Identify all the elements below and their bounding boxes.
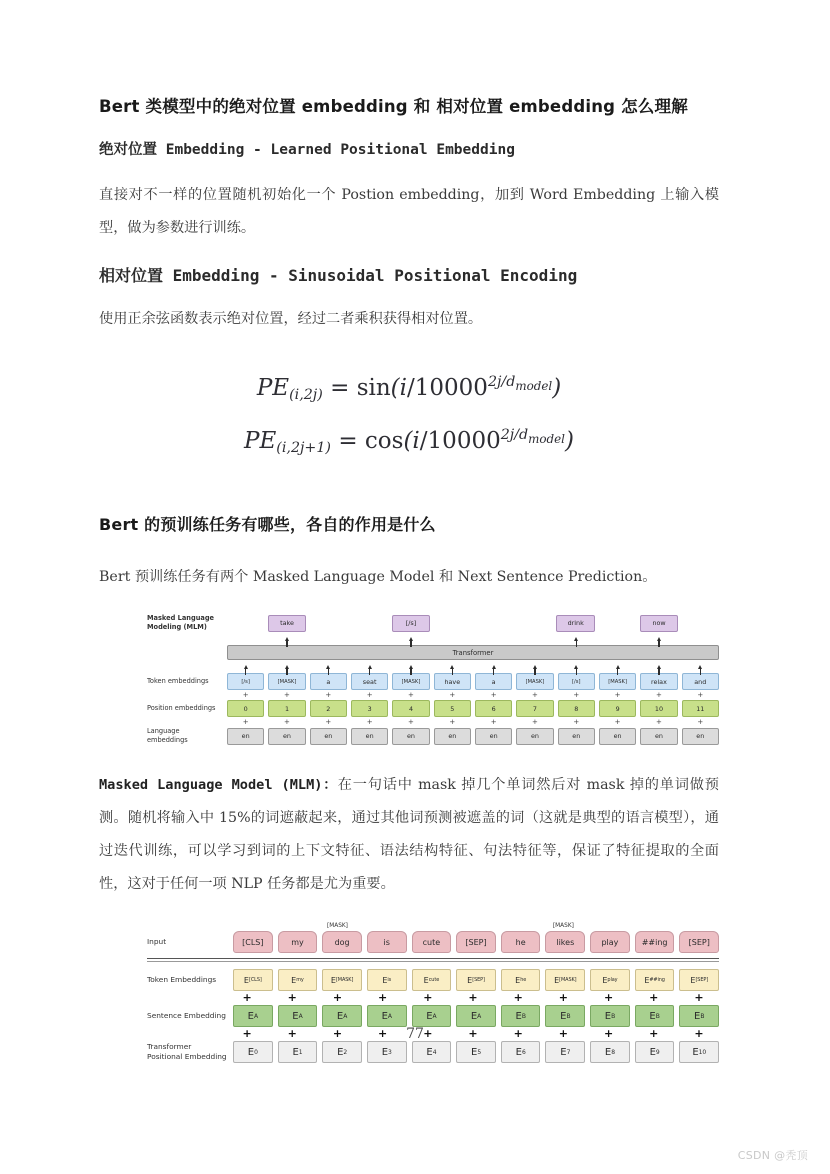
plus-icon: + [284,718,290,727]
plus-icon: + [325,691,332,700]
figure1-output-arrows [147,632,719,645]
figure1-position-cell: 5 [434,700,471,717]
plus-icon: + [490,691,497,700]
figure1-position-cell: 1 [268,700,305,717]
figure2-input-cell: play [590,931,630,953]
figure2-token-cell [679,969,719,991]
plus-icon: + [532,718,538,727]
figure1-output-cell [516,615,553,632]
figure1-transformer-row [147,645,719,660]
figure2-input-cell: [CLS] [233,931,273,953]
figure1-plus-cells-1 [227,690,719,700]
figure2-sentence-cell: E A [322,1005,362,1027]
figure1-plus-cells-2 [227,717,719,727]
figure1-language-cell: en [475,728,512,745]
figure2-sentence-cells [233,1005,719,1027]
figure2-mask-tag: [MASK] [326,923,348,930]
figure2-input-cell: my [278,931,318,953]
figure1-language-cell: en [640,728,677,745]
plus-icon: + [287,991,297,1005]
plus-icon: + [423,1027,433,1041]
up-arrow-icon [285,665,289,669]
up-arrow-icon [492,665,496,669]
figure1-output-cells [227,615,719,632]
plus-icon: + [332,991,343,1005]
plus-icon: + [366,718,373,727]
figure1-output-cell [227,615,264,632]
positional-subscript: 3 [388,1048,392,1056]
figure2-sentence-cell: E A [278,1005,318,1027]
figure2-label-sentence-text: Sentence Embedding [147,1010,226,1020]
plus-icon: + [332,1027,343,1041]
figure1-output-cell: [/s] [392,615,431,632]
figure1-plus-row-1 [147,690,719,700]
figure2-mask-tag [408,921,448,931]
plus-icon: + [573,718,580,727]
token-base: E [644,975,650,985]
figure2-token-cell [501,969,541,991]
token-subscript: ##ing [649,977,665,984]
figure2-label-input [147,937,233,948]
plus-icon: + [558,1027,569,1041]
plus-icon: + [378,991,388,1005]
up-arrow-icon [409,637,413,641]
figure1-arrow-slot [599,665,636,669]
figure1-output-cell [434,615,471,632]
figure1-language-cell: en [516,728,553,745]
figure1-token-cell: a [310,673,347,690]
figure1-position-cell: 6 [475,700,512,717]
figure2-mask-tag [272,921,312,931]
figure1-arrow-slot [434,637,471,641]
figure1-token-cell: seat [351,673,388,690]
token-base: E [330,975,336,985]
figure1-label-token [147,677,227,686]
figure1-arrow-slot [475,665,512,669]
figure2-token-cell [635,969,675,991]
figure2-mask-tag [498,921,538,931]
figure1-language-cell: en [351,728,388,745]
figure2-plus-row-1 [147,991,719,1005]
section1-sub1-paragraph: 直接对不一样的位置随机初始化一个 Postion embedding，加到 Word Embedding 上输入模型，做为参数进行训练。 [99,186,719,236]
plus-icon: + [532,691,538,700]
figure2-token-row [147,969,719,991]
plus-icon: + [656,691,662,700]
sentence-subscript: B [655,1012,660,1020]
figure1-language-row [147,727,719,745]
figure2-mask-tag [679,921,719,931]
figure2-label-input-text: Input [147,936,167,946]
figure1-label-language [147,727,227,745]
token-base: E [382,975,388,985]
up-arrow-icon [574,637,578,641]
positional-subscript: 1 [298,1048,303,1056]
figure2-label-token [147,975,233,986]
figure1-label-position [147,704,227,713]
up-arrow-icon [450,665,454,669]
figure1-token-cell: [MASK] [599,673,636,690]
figure2-input-cell: cute [412,931,452,953]
figure1-arrow-slot [558,665,595,669]
figure2-token-cell [322,969,362,991]
plus-icon: + [287,1027,297,1041]
figure2-positional-cell: E 5 [456,1041,496,1063]
token-subscript: he [520,977,527,984]
figure1-output-cell: take [268,615,307,632]
positional-subscript: 2 [343,1048,348,1056]
mlm-description-paragraph [99,769,719,901]
token-base: E [515,975,521,985]
figure2-input-cell: likes [545,931,585,953]
figure1-position-cell: 3 [351,700,388,717]
figure1-arrow-slot [640,637,677,641]
figure2-input-row [147,931,719,953]
figure1-output-cell [599,615,636,632]
section2-intro-paragraph: Bert 预训练任务有两个 Masked Language Model 和 Next Sentence Prediction。 [99,569,657,586]
figure1-arrow-slot [558,637,595,641]
figure1-arrow-slot [268,637,305,641]
plus-icon: + [449,718,456,727]
figure1-language-cell: en [558,728,595,745]
figure1-language-cell: en [227,728,264,745]
token-subscript: [SEP] [695,977,709,984]
positional-subscript: 4 [432,1048,437,1056]
section2-heading: Bert 的预训练任务有哪些，各自的作用是什么 [99,514,436,534]
figure1-token-cell: [MASK] [392,673,429,690]
figure1-arrow-slot [682,637,719,641]
figure2-sentence-cell: E A [367,1005,407,1027]
figure2-token-cell [545,969,585,991]
figure2-token-cell [412,969,452,991]
figure2-mask-tag [634,921,674,931]
token-base: E [243,975,249,985]
figure1-arrow-slot [227,637,264,641]
token-subscript: [MASK] [559,977,577,984]
plus-icon: + [242,718,249,727]
figure1-input-arrows [147,660,719,673]
figure2-sentence-cell: E B [679,1005,719,1027]
figure1-input-arrow-cells [227,665,719,669]
token-subscript: is [387,977,392,984]
up-arrow-icon [409,665,413,669]
figure2-token-cell [456,969,496,991]
figure2-token-cell [278,969,318,991]
plus-icon: + [573,691,580,700]
figure1-language-cell: en [392,728,429,745]
figure1-position-cell: 8 [558,700,595,717]
plus-icon: + [649,991,659,1005]
mlm-term-label: Masked Language Model (MLM)： [99,777,338,794]
up-arrow-icon [657,637,661,641]
plus-icon: + [242,991,252,1005]
figure1-output-cell: now [640,615,679,632]
token-base: E [423,975,429,985]
positional-subscript: 5 [477,1048,482,1056]
figure1-arrow-slot [682,665,719,669]
token-base: E [467,975,473,985]
figure1-language-cell: en [434,728,471,745]
positional-subscript: 10 [698,1048,707,1056]
figure1-plus-row-2 [147,717,719,727]
figure-mlm-architecture [99,614,719,745]
sentence-subscript: A [477,1012,482,1020]
figure2-mask-tag [453,921,493,931]
sentence-subscript: A [298,1012,303,1020]
figure1-arrow-slot [310,637,347,641]
figure2-mask-tag [589,921,629,931]
figure2-input-cell: he [501,931,541,953]
figure1-position-cell: 9 [599,700,636,717]
figure1-output-cell [351,615,388,632]
up-arrow-icon [657,665,661,669]
figure2-input-cells [233,931,719,953]
figure2-sentence-cell: E A [412,1005,452,1027]
figure1-arrow-slot [351,637,388,641]
figure1-token-cell: have [434,673,471,690]
plus-icon: + [423,991,433,1005]
figure2-mask-tag [227,921,267,931]
plus-icon: + [614,691,621,700]
figure2-label-token-text: Token Embeddings [147,974,217,984]
figure1-token-cell: [MASK] [268,673,305,690]
figure1-token-cell: [MASK] [516,673,553,690]
mlm-description-text: 在一句话中 mask 掉几个单词然后对 mask 掉的单词做预测。随机将输入中 15%的词遮蔽起来，通过其他词预测被遮盖的词（这就是典型的语言模型），通过迭代训练，可以学习到词的上下文特征、语法结构特征、句法特征等，保证了特征提取的全面性，这对于任何一项 NLP 任务都是尤为重要。 [99,777,719,893]
figure1-language-cell: en [599,728,636,745]
formula-cos: $PE_{(i,2j+1)} = \cos(i/10000^{2j/d_{model}})$ [244,426,574,456]
plus-icon: + [242,691,249,700]
plus-icon: + [697,691,704,700]
sentence-subscript: B [700,1012,705,1020]
figure2-label-positional [147,1042,233,1063]
plus-icon: + [378,1027,388,1041]
figure1-output-arrow-cells [227,637,719,641]
positional-subscript: 7 [566,1048,571,1056]
figure1-language-cells [227,728,719,745]
token-subscript: [CLS] [248,977,262,984]
figure2-sentence-cell: E B [545,1005,585,1027]
sentence-subscript: B [566,1012,571,1020]
figure1-position-cells [227,700,719,717]
up-arrow-icon [368,665,372,669]
figure2-positional-cell: E 1 [278,1041,318,1063]
figure2-positional-cell: E 9 [635,1041,675,1063]
figure2-positional-cell: E 6 [501,1041,541,1063]
figure1-arrow-slot [516,665,553,669]
figure1-position-cell: 11 [682,700,719,717]
figure1-arrow-slot [268,665,305,669]
figure2-token-cell [367,969,407,991]
plus-icon: + [325,718,332,727]
page-content [99,96,719,1063]
plus-icon: + [513,1027,523,1041]
section1-sub2-heading: 相对位置 Embedding - Sinusoidal Positional Encoding [99,265,578,285]
figure1-arrow-slot [475,637,512,641]
section1-sub2-paragraph: 使用正余弦函数表示绝对位置，经过二者乘积获得相对位置。 [99,310,483,327]
figure2-sentence-row [147,1005,719,1027]
figure1-language-cell: en [268,728,305,745]
figure2-sentence-cell: E A [233,1005,273,1027]
figure1-label-mlm [147,614,227,632]
plus-icon: + [694,1027,704,1041]
figure1-position-cell: 4 [392,700,429,717]
plus-icon: + [558,991,569,1005]
positional-subscript: 0 [254,1048,258,1056]
figure1-token-cell: [/s] [227,673,264,690]
figure2-positional-cell: E 0 [233,1041,273,1063]
figure2-positional-cell: E 3 [367,1041,407,1063]
figure2-token-cell [590,969,630,991]
sentence-subscript: B [521,1012,526,1020]
plus-icon: + [614,718,621,727]
sentence-subscript: A [343,1012,348,1020]
figure2-positional-cell: E 8 [590,1041,630,1063]
page-number: 77 [406,1026,424,1042]
up-arrow-icon [244,665,248,669]
figure2-sentence-cell: E B [501,1005,541,1027]
figure2-positional-cell: E 7 [545,1041,585,1063]
figure2-positional-cell: E 2 [322,1041,362,1063]
figure1-token-cell: relax [640,673,677,690]
figure1-arrow-slot [227,665,264,669]
sentence-subscript: A [387,1012,392,1020]
figure2-mask-tag-row [147,921,719,931]
figure1-arrow-slot [516,637,553,641]
plus-icon: + [408,691,414,700]
plus-icon: + [242,1027,252,1041]
figure2-positional-cell: E 10 [679,1041,719,1063]
plus-icon: + [468,1027,478,1041]
token-base: E [554,975,560,985]
token-subscript: [SEP] [472,977,485,984]
figure2-token-cells [233,969,719,991]
csdn-watermark: CSDN @秃顶 [737,1149,808,1162]
figure1-arrow-slot [640,665,677,669]
token-subscript: cute [428,977,440,984]
sentence-subscript: A [253,1012,258,1020]
token-base: E [291,975,297,985]
figure2-mask-tag [363,921,403,931]
figure1-mlm-output-row [147,614,719,632]
figure2-divider [147,958,719,962]
figure2-positional-cells [233,1041,719,1063]
figure1-arrow-slot [392,637,429,641]
token-base: E [690,975,696,985]
plus-icon: + [284,691,290,700]
figure2-input-cell: [SEP] [679,931,719,953]
transformer-block: Transformer [227,645,719,660]
positional-subscript: 9 [655,1048,660,1056]
figure2-input-cell: ##ing [635,931,675,953]
figure2-positional-cell: E 4 [412,1041,452,1063]
positional-subscript: 6 [521,1048,526,1056]
plus-icon: + [649,1027,659,1041]
plus-icon: + [366,691,373,700]
figure1-token-row [147,673,719,690]
figure1-label-language-text: Language embeddings [147,727,188,745]
figure1-label-mlm-text: Masked Language Modeling (MLM) [147,614,215,632]
plus-icon: + [694,991,704,1005]
plus-icon: + [490,718,497,727]
token-base: E [602,975,608,985]
plus-icon: + [697,718,704,727]
figure2-input-cell: dog [322,931,362,953]
token-subscript: play [607,977,618,984]
figure2-plus-cells-1 [227,991,719,1005]
token-subscript: my [296,977,304,984]
figure2-sentence-cell: E B [635,1005,675,1027]
figure1-output-cell [310,615,347,632]
figure1-arrow-slot [310,665,347,669]
up-arrow-icon [326,665,330,669]
plus-icon: + [603,1027,614,1041]
figure2-input-cell: [SEP] [456,931,496,953]
figure2-sentence-cell: E A [456,1005,496,1027]
up-arrow-icon [285,637,289,641]
figure1-position-cell: 7 [516,700,553,717]
figure1-position-cell: 2 [310,700,347,717]
figure2-mask-tag: [MASK] [552,923,574,930]
section1-sub1-heading: 绝对位置 Embedding - Learned Positional Embedding [99,142,515,159]
plus-icon: + [449,691,456,700]
figure1-language-cell: en [310,728,347,745]
figure2-mask-tag-cells [227,921,719,931]
figure1-token-cell: and [682,673,719,690]
up-arrow-icon [616,665,620,669]
figure1-output-cell [682,615,719,632]
plus-icon: + [513,991,523,1005]
figure1-token-cell: a [475,673,512,690]
sentence-subscript: B [611,1012,616,1020]
plus-icon: + [656,718,662,727]
figure1-token-cell: [/s] [558,673,595,690]
figure2-token-cell [233,969,273,991]
figure2-input-cell: is [367,931,407,953]
figure1-arrow-slot [392,665,429,669]
figure1-arrow-slot [351,665,388,669]
formula-sin: $PE_{(i,2j)} = \sin(i/10000^{2j/d_{model}})$ [256,373,562,403]
figure1-arrow-slot [599,637,636,641]
figure1-position-cell: 0 [227,700,264,717]
figure1-output-cell [475,615,512,632]
plus-icon: + [408,718,414,727]
up-arrow-icon [533,665,537,669]
token-subscript: [MASK] [335,977,354,984]
figure2-label-positional-text: Transformer Positional Embedding [147,1041,227,1062]
figure1-label-position-text: Position embeddings [147,704,216,713]
positional-encoding-formulas [99,362,719,468]
figure1-token-cells [227,673,719,690]
figure1-language-cell: en [682,728,719,745]
section1-heading: Bert 类模型中的绝对位置 embedding 和 相对位置 embedding 怎么理解 [99,97,688,116]
figure1-output-cell: drink [556,615,595,632]
figure2-positional-row [147,1041,719,1063]
figure1-arrow-slot [434,665,471,669]
positional-subscript: 8 [611,1048,615,1056]
plus-icon: + [468,991,478,1005]
sentence-subscript: A [432,1012,437,1020]
figure2-sentence-cell: E B [590,1005,630,1027]
plus-icon: + [603,991,614,1005]
figure1-position-cell: 10 [640,700,677,717]
figure2-label-sentence [147,1011,233,1022]
up-arrow-icon [698,665,702,669]
up-arrow-icon [574,665,578,669]
figure1-position-row [147,700,719,717]
figure1-label-token-text: Token embeddings [147,677,209,686]
